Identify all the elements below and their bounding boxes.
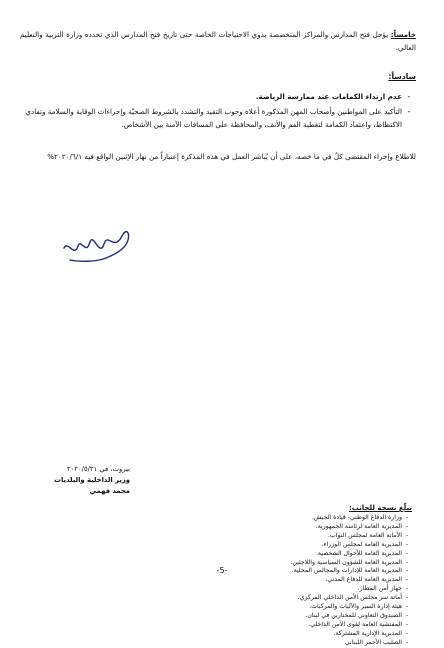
list-item: - المديرية العامة للأحوال الشخصية. — [315, 549, 409, 557]
copy-recipient: المديرية العامة للأحوال الشخصية. — [315, 549, 402, 557]
place-date: بيروت، في ٢٠٢٠/٥/٣١ — [67, 465, 130, 473]
list-item: - المديرية الإدارية المشتركة. — [333, 629, 409, 637]
handwritten-signature — [56, 218, 136, 268]
closing-paragraph: للاطلاع وإجراء المقتضى كلٌ في ما خصه، على أن يُباشر العمل في هذه المذكرة إعتباراً من نهار الإثنين الواقع فيه ٢٠٢٠/٦/١% — [47, 152, 416, 161]
copy-recipient: الأمانة العامة لمجلس النواب. — [327, 531, 402, 539]
list-item: - المديرية العامة لمجلس الوزراء. — [321, 540, 409, 548]
signature-block — [30, 464, 130, 497]
copy-recipient: المديرية العامة لمجلس الوزراء. — [321, 540, 402, 548]
paragraph-fifth-text: يؤجل فتح المدارس والمراكز المتخصصة بذوي الاحتياجات الخاصة حتى تاريخ فتح المدارس الذي تحدده وزارة التربية والتعليم العالي. — [20, 30, 416, 52]
paragraph-sixth-label: سادساً: — [388, 72, 416, 81]
copies-heading: تبلّغ نسخة للجانب: — [348, 504, 412, 512]
minister-name: محمد فهمي — [89, 487, 130, 495]
paragraph-fifth — [20, 28, 416, 54]
list-item: - الصندوق التعاوني للمختارين في لبنان. — [305, 611, 409, 619]
copy-recipient: وزارة الدفاع الوطني- قيادة الجيش. — [311, 514, 402, 521]
list-item: - الصليب الأحمر اللبناني — [344, 638, 409, 646]
list-item: - المديرية العامة للإدارات والمجالس المحلية. — [291, 567, 409, 575]
copy-recipient: أمانة سر مجلس الأمن الداخلي المركزي. — [297, 594, 402, 602]
list-item: - الأمانة العامة لمجلس النواب. — [327, 531, 409, 539]
copy-recipient: المديرية العامة للشؤون السياسية واللاجئين. — [290, 558, 402, 566]
copy-recipient: الصليب الأحمر اللبناني — [344, 638, 402, 646]
bullet-text: عدم ارتداء الكمامات عند ممارسة الرياضة. — [255, 92, 402, 101]
paragraph-fifth-label: خامساً: — [390, 30, 416, 39]
copy-recipient: الصندوق التعاوني للمختارين في لبنان. — [305, 611, 402, 619]
page-number: -5- — [216, 566, 228, 575]
list-item: - هيئة إدارة السير والآليات والمركبات. — [309, 603, 409, 611]
copy-recipient: المديرية العامة للإدارات والمجالس المحلية. — [291, 567, 402, 575]
bullet-item: - عدم ارتداء الكمامات عند ممارسة الرياضة. — [20, 90, 416, 103]
minister-title: وزير الداخلية والبلديات — [54, 476, 130, 484]
list-item: - المفتشية العامة لقوى الأمن الداخلي. — [308, 620, 409, 628]
copy-recipient: هيئة إدارة السير والآليات والمركبات. — [309, 603, 402, 611]
list-item: - جهاز أمن المطار. — [357, 585, 409, 593]
bullet-item: - التأكيد على المواطنين وأصحاب المهن المذكورة أعلاه وجوب التقيد والتشدد بالشروط الصحيّة وإجراءات الوقاية والسلامة وتفادي الاكتظاظ، واعتماد الكمامة لتغطية الفم والأنف، والمحافظة على المسافات الآمنة بين الأشخاص. — [20, 105, 416, 131]
list-item: - المديرية العامة للدفاع المدني. — [325, 576, 409, 584]
list-item: - أمانة سر مجلس الأمن الداخلي المركزي. — [297, 594, 409, 602]
copy-recipient: جهاز أمن المطار. — [357, 585, 402, 593]
copy-recipient: المديرية العامة لرئاسة الجمهورية. — [315, 522, 402, 530]
copy-recipient: المديرية الإدارية المشتركة. — [333, 629, 402, 637]
list-item: - وزارة الدفاع الوطني- قيادة الجيش. — [311, 514, 409, 521]
copy-recipient: المفتشية العامة لقوى الأمن الداخلي. — [308, 620, 402, 628]
bullet-text: التأكيد على المواطنين وأصحاب المهن المذكورة أعلاه وجوب التقيد والتشدد بالشروط الصحيّة وإجراءات الوقاية والسلامة وتفادي الاكتظاظ، واعتماد الكمامة لتغطية الفم والأنف، والمحافظة على المسافات الآمنة بين الأشخاص. — [25, 107, 402, 129]
list-item: - المديرية العامة لرئاسة الجمهورية. — [315, 522, 409, 530]
copy-recipient: المديرية العامة للدفاع المدني. — [325, 576, 402, 584]
list-item: - المديرية العامة للشؤون السياسية واللاجئين. — [290, 558, 409, 566]
